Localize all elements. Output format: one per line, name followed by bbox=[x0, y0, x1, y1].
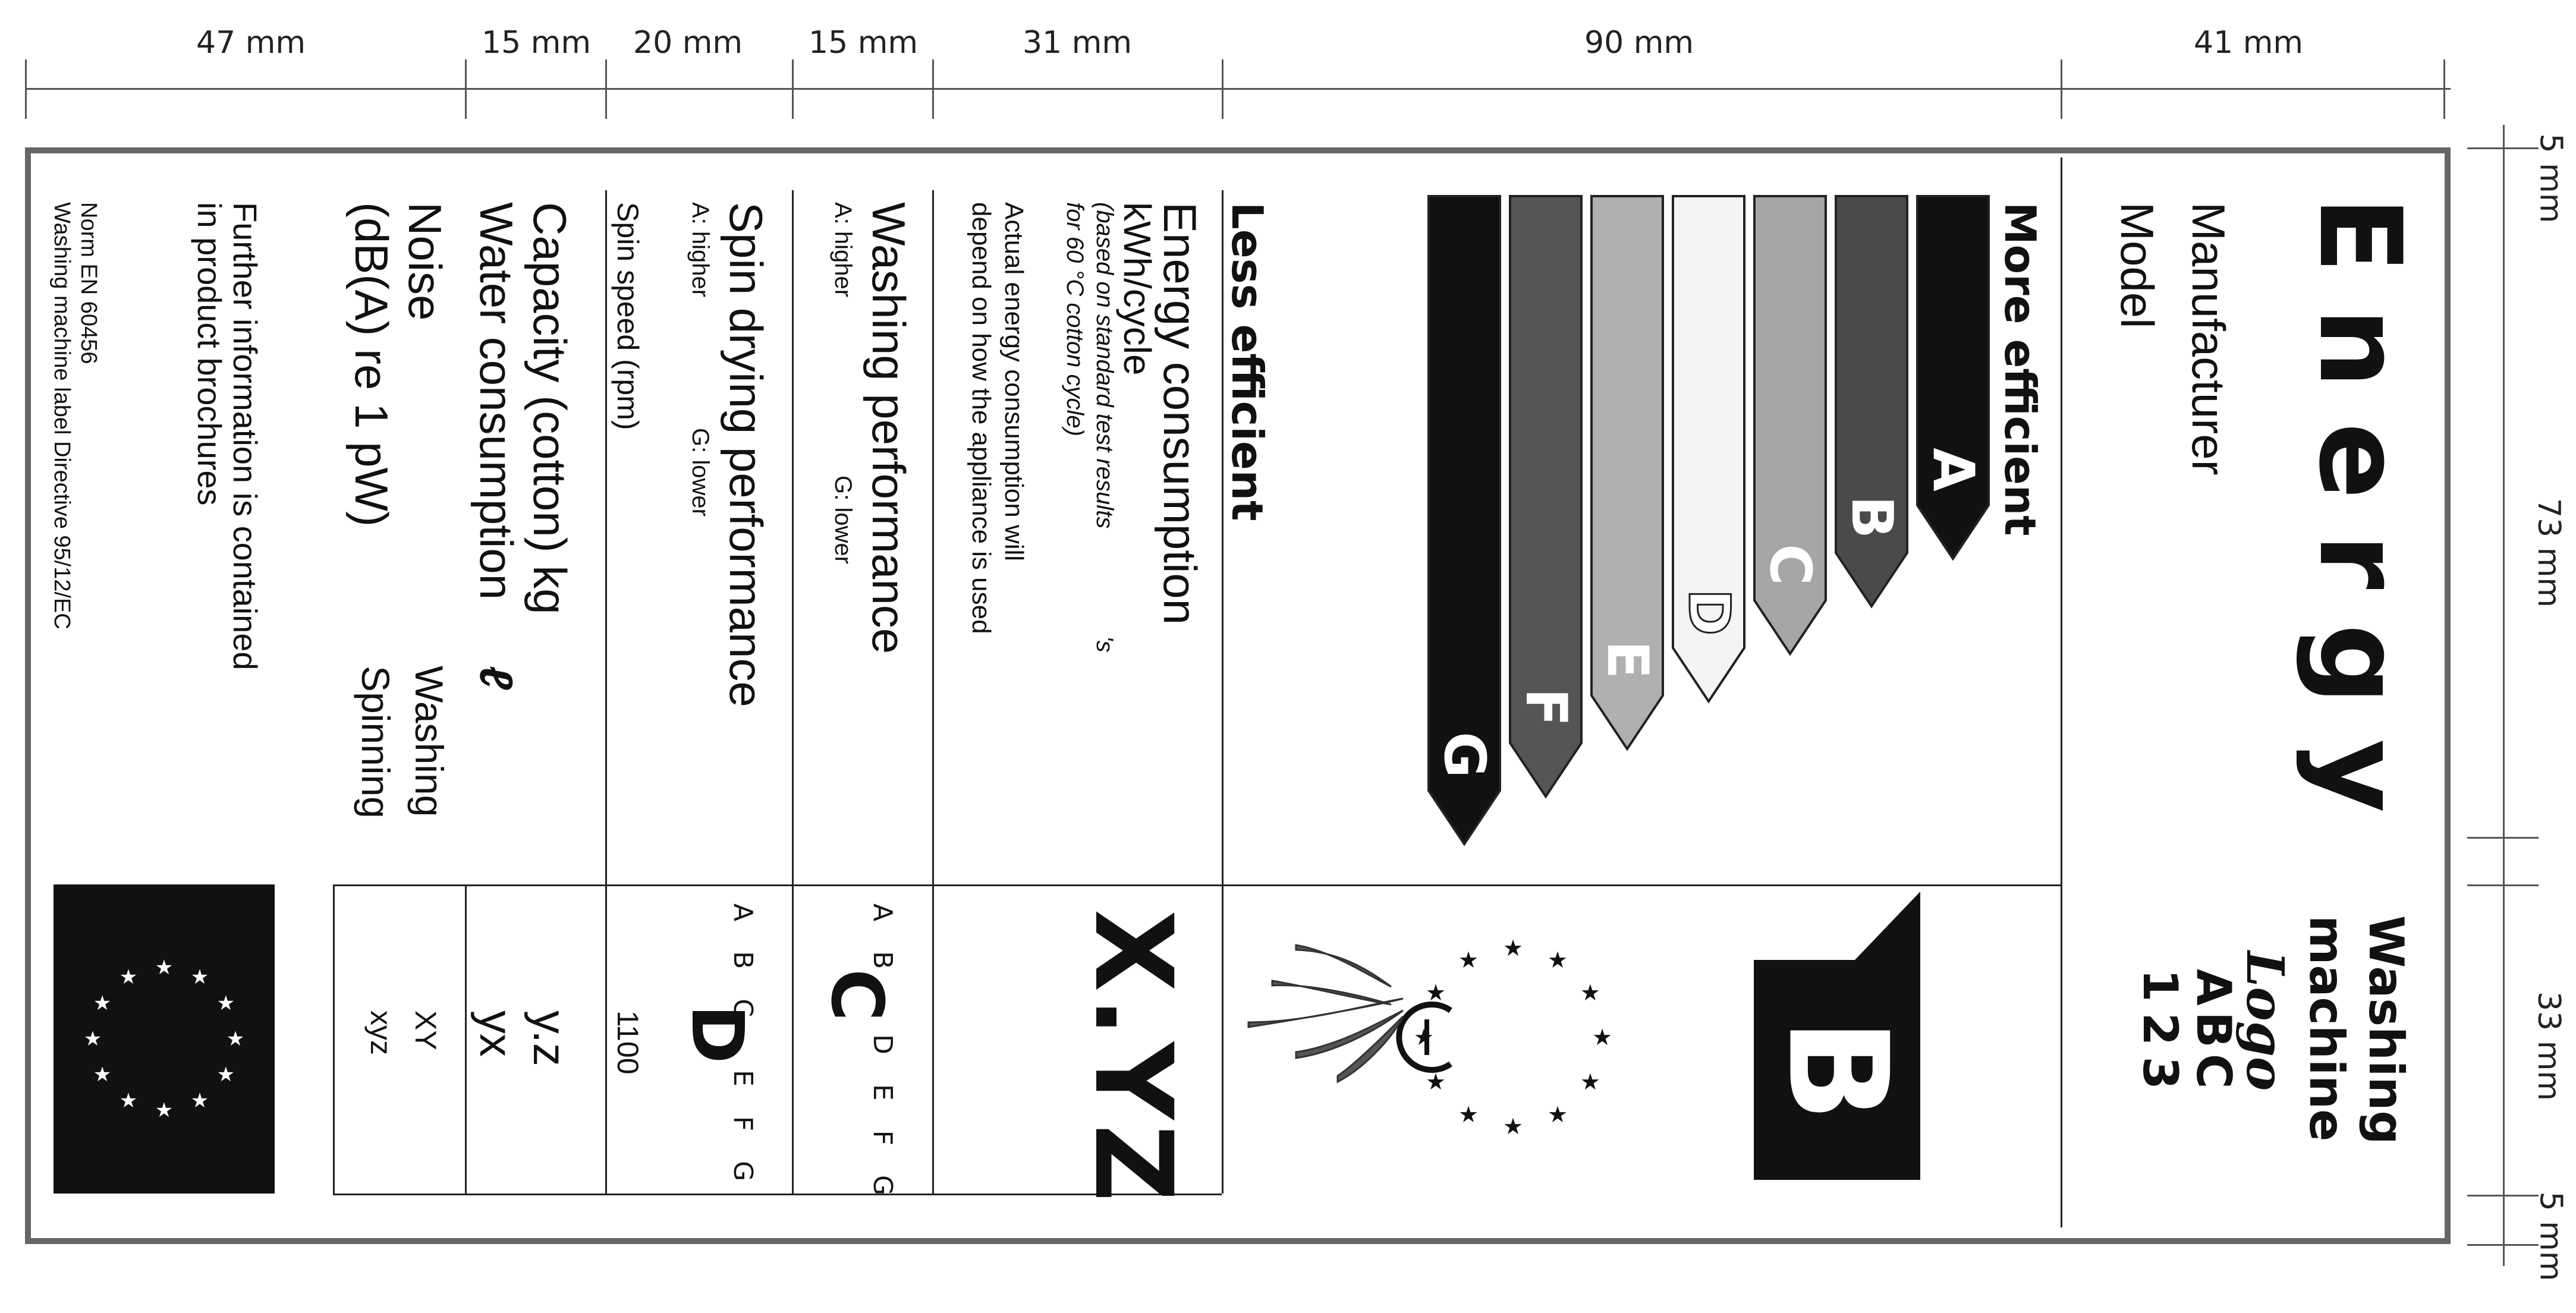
ecolabel-stars-icon bbox=[1414, 935, 1612, 1139]
directive-text: Washing machine label Directive 95/12/EC bbox=[49, 202, 74, 629]
dimension-label: 31 mm bbox=[1023, 25, 1133, 61]
less-efficient-label: Less efficient bbox=[1222, 202, 1272, 521]
ecolabel-star-icon: ★ bbox=[1502, 1113, 1524, 1139]
efficiency-class-letter-c: C bbox=[1757, 544, 1823, 585]
washing-scale-selected: C bbox=[815, 969, 898, 1022]
category-line-1: Washing bbox=[2358, 915, 2414, 1145]
noise-washing-value: XY bbox=[409, 1010, 442, 1050]
water-consumption-label: Water consumption bbox=[470, 202, 523, 600]
manufacturer-value: ABC bbox=[2186, 969, 2241, 1095]
category-line-2: machine bbox=[2299, 915, 2354, 1142]
eu-flag-star-icon: ★ bbox=[155, 1098, 174, 1122]
efficiency-class-letter-b: B bbox=[1839, 495, 1904, 539]
efficiency-class-letter-f: F bbox=[1513, 688, 1578, 727]
dimension-label: 5 mm bbox=[2533, 133, 2569, 223]
water-consumption-value: yx bbox=[470, 1010, 523, 1057]
dimension-label: 90 mm bbox=[1584, 25, 1694, 61]
ecolabel-star-icon: ★ bbox=[1591, 1024, 1613, 1050]
manufacturer-label: Manufacturer bbox=[2182, 202, 2235, 476]
eu-flag-star-icon: ★ bbox=[190, 965, 209, 990]
energy-note-1: (based on standard test results bbox=[1092, 202, 1118, 529]
energy-value: X.YZ bbox=[1071, 909, 1195, 1207]
washing-performance-lower: G: lower bbox=[830, 476, 856, 564]
ecolabel-star-icon: ★ bbox=[1426, 1069, 1446, 1095]
ecolabel-star-icon: ★ bbox=[1502, 935, 1524, 961]
energy-note-mark: 's bbox=[1092, 636, 1118, 653]
actual-consumption-note-1: Actual energy consumption will bbox=[999, 202, 1028, 562]
dimension-label: 15 mm bbox=[482, 25, 592, 61]
ecolabel-star-icon: ★ bbox=[1547, 1101, 1568, 1128]
model-label: Model bbox=[2111, 202, 2163, 329]
eu-flag-star-icon: ★ bbox=[93, 1063, 112, 1087]
energy-unit-label: kWh/cycle bbox=[1116, 202, 1159, 376]
efficiency-class-letter-a: A bbox=[1920, 448, 1986, 492]
dimension-label: 5 mm bbox=[2533, 1191, 2569, 1281]
label-title: Energy bbox=[2294, 196, 2426, 848]
noise-spinning-value: xyz bbox=[364, 1010, 398, 1055]
spin-speed-label: Spin speed (rpm) bbox=[611, 202, 644, 430]
flower-stem-icon bbox=[1248, 945, 1403, 1082]
logo-text: Logo bbox=[2235, 951, 2295, 1091]
actual-consumption-note-2: depend on how the appliance is used bbox=[967, 202, 996, 634]
energy-note-2: for 60 °C cotton cycle) bbox=[1062, 202, 1088, 436]
capacity-value: y.z bbox=[524, 1010, 576, 1066]
noise-washing-label: Washing bbox=[407, 666, 451, 817]
eu-flag-star-icon: ★ bbox=[83, 1027, 102, 1051]
dimension-label: 15 mm bbox=[809, 25, 919, 61]
noise-unit: (dB(A) re 1 pW) bbox=[345, 202, 398, 527]
noise-label: Noise bbox=[399, 202, 451, 321]
ecolabel-star-icon: ★ bbox=[1580, 980, 1600, 1006]
eu-flag-star-icon: ★ bbox=[155, 956, 174, 980]
dimension-label: 47 mm bbox=[196, 25, 306, 61]
efficiency-class-arrow-b bbox=[1836, 196, 1907, 606]
eu-flag-star-icon: ★ bbox=[216, 991, 235, 1015]
further-info-line-1: Further information is contained bbox=[227, 202, 264, 670]
washing-scale-before: A B bbox=[867, 903, 898, 980]
dimension-label: 73 mm bbox=[2531, 498, 2567, 608]
spin-scale-after: E F G bbox=[728, 1070, 758, 1192]
eu-flag-star-icon: ★ bbox=[93, 991, 112, 1015]
rating-letter: B bbox=[1757, 1018, 1917, 1122]
dimension-label: 20 mm bbox=[633, 25, 743, 61]
spin-drying-label: Spin drying performance bbox=[720, 202, 772, 707]
efficiency-class-letter-d: D bbox=[1676, 588, 1741, 636]
dimension-label: 41 mm bbox=[2194, 25, 2304, 61]
spin-drying-lower: G: lower bbox=[687, 428, 713, 517]
eu-flag-star-icon: ★ bbox=[190, 1088, 209, 1113]
eu-flag-star-icon: ★ bbox=[216, 1063, 235, 1087]
ecolabel-star-icon: ★ bbox=[1580, 1069, 1600, 1095]
spin-speed-value: 1100 bbox=[611, 1010, 644, 1075]
efficiency-class-letter-e: E bbox=[1594, 640, 1660, 679]
model-value: 123 bbox=[2132, 969, 2188, 1100]
spin-scale-before: A B C bbox=[728, 903, 758, 1028]
dimension-label: 33 mm bbox=[2531, 991, 2567, 1101]
ecolabel-star-icon: ★ bbox=[1426, 980, 1446, 1006]
spin-drying-higher: A: higher bbox=[687, 202, 713, 298]
energy-consumption-label: Energy consumption bbox=[1154, 202, 1206, 625]
washing-performance-label: Washing performance bbox=[863, 202, 915, 654]
water-unit: ℓ bbox=[470, 666, 523, 690]
norm-text: Norm EN 60456 bbox=[76, 202, 101, 364]
washing-scale-after: D E F G bbox=[867, 1034, 898, 1207]
spin-scale-selected: D bbox=[675, 1005, 758, 1064]
further-info-line-2: in product brochures bbox=[191, 202, 228, 506]
efficiency-class-arrow-a bbox=[1917, 196, 1989, 559]
more-efficient-label: More efficient bbox=[1995, 202, 2045, 536]
eu-flag-star-icon: ★ bbox=[119, 1088, 138, 1113]
washing-performance-higher: A: higher bbox=[830, 202, 856, 298]
ecolabel-star-icon: ★ bbox=[1458, 1101, 1479, 1128]
ecolabel-star-icon: ★ bbox=[1458, 947, 1479, 974]
eu-flag-star-icon: ★ bbox=[119, 965, 138, 990]
eu-flag-star-icon: ★ bbox=[226, 1027, 245, 1051]
noise-spinning-label: Spinning bbox=[354, 666, 398, 818]
ecolabel-star-icon: ★ bbox=[1547, 947, 1568, 974]
ecolabel-star-icon: ★ bbox=[1413, 1024, 1435, 1050]
efficiency-class-letter-g: G bbox=[1432, 732, 1497, 778]
capacity-label: Capacity (cotton) kg bbox=[524, 202, 576, 615]
